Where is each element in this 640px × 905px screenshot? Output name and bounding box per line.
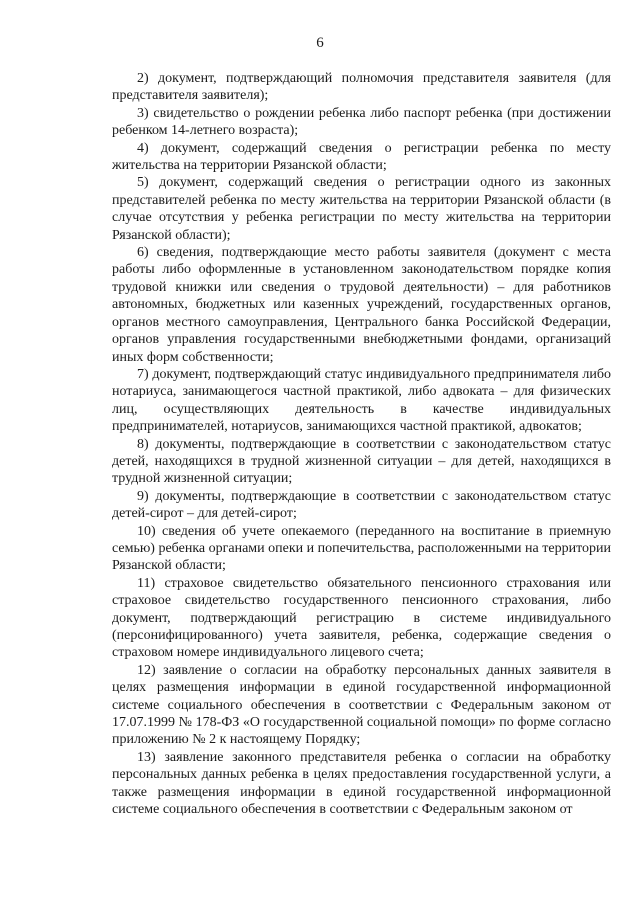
list-item-6: 6) сведения, подтверждающие место работы заявителя (документ с места работы либо оформленные в установленном законодательством порядке копия трудовой книжки или сведения о трудовой деятельности) – для работников автономных, бюджетных или казенных учреждений, государственных органов, органов местного самоуправления, Центрального банка Российской Федерации, органов управления государственными внебюджетными фондами, организаций иных форм собственности; — [112, 245, 611, 365]
list-item-11: 11) страховое свидетельство обязательного пенсионного страхования или страховое свидетельство государственного пенсионного страхования, либо документ, подтверждающий регистрацию в системе индивидуального (персонифицированного) учета заявителя, ребенка, содержащие сведения о страховом номере индивидуального лицевого счета; — [112, 575, 611, 661]
list-item-12: 12) заявление о согласии на обработку персональных данных заявителя в целях размещения информации в единой государственной информационной системе социального обеспечения в соответствии с Федеральным законом от 17.07.1999 № 178-ФЗ «О государственной социальной помощи» по форме согласно приложению № 2 к настоящему Порядку; — [112, 662, 611, 748]
list-item-9: 9) документы, подтверждающие в соответствии с законодательством статус детей-сирот – для детей-сирот; — [112, 488, 611, 522]
list-item-2: 2) документ, подтверждающий полномочия представителя заявителя (для представителя заявителя); — [112, 71, 611, 104]
list-item-13: 13) заявление законного представителя ребенка о согласии на обработку персональных данных ребенка в целях предоставления государственной услуги, а также размещения информации в единой государственной информационной системе социального обеспечения в соответствии с Федеральным законом от — [112, 749, 611, 818]
list-item-7: 7) документ, подтверждающий статус индивидуального предпринимателя либо нотариуса, занимающегося частной практикой, либо адвоката – для физических лиц, осуществляющих деятельность в качестве индивидуальных предпринимателей, нотариусов, занимающихся частной практикой, адвокатов; — [112, 366, 611, 435]
list-item-4: 4) документ, содержащий сведения о регистрации ребенка по месту жительства на территории Рязанской области; — [112, 140, 611, 174]
list-item-8: 8) документы, подтверждающие в соответствии с законодательством статус детей, находящихся в трудной жизненной ситуации – для детей, находящихся в трудной жизненной ситуации; — [112, 436, 611, 487]
list-item-3: 3) свидетельство о рождении ребенка либо паспорт ребенка (при достижении ребенком 14-летнего возраста); — [112, 105, 611, 139]
document-body — [112, 70, 611, 818]
page-number: 6 — [316, 35, 324, 51]
list-item-10: 10) сведения об учете опекаемого (переданного на воспитание в приемную семью) ребенка органами опеки и попечительства, расположенными на территории Рязанской области; — [112, 523, 611, 574]
list-item-5: 5) документ, содержащий сведения о регистрации одного из законных представителей ребенка по месту жительства на территории Рязанской области (в случае отсутствия у ребенка регистрации по месту жительства на территории Рязанской области); — [112, 175, 611, 243]
